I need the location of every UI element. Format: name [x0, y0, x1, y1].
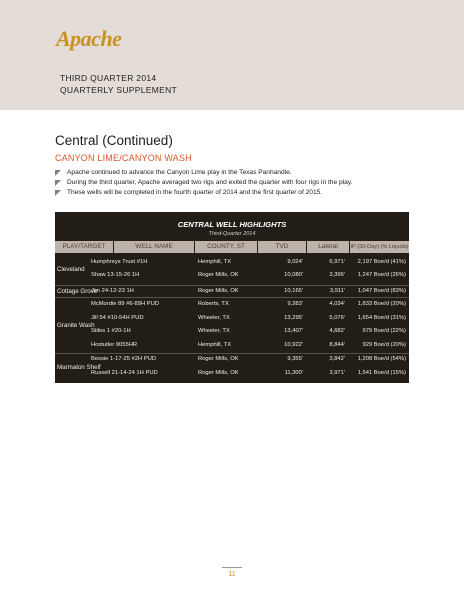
ip-cell: 1,654 Boe/d (31%) [357, 315, 406, 321]
lateral-cell: 3,911' [329, 288, 345, 294]
col-header-play: PLAY/TARGET [55, 241, 113, 253]
county-cell: Wheeler, TX [198, 328, 230, 334]
well-name-cell: McMordie 89 #6-89H PUD [91, 301, 159, 307]
lateral-cell: 3,971' [329, 370, 345, 376]
report-period: THIRD QUARTER 2014 [60, 73, 157, 83]
well-name-cell: Bessie 1-17-25 #2H PUD [91, 356, 157, 362]
well-name-cell: Hostutler 9055HR [91, 342, 138, 348]
group-divider [55, 285, 409, 286]
ip-cell: 929 Boe/d (20%) [362, 342, 406, 348]
county-cell: Roger Mills, OK [198, 356, 239, 362]
tvd-cell: 9,024' [287, 259, 303, 265]
county-cell: Hemphill, TX [198, 259, 232, 265]
footer-divider [222, 567, 242, 568]
play-granite-wash: Granite Wash [57, 322, 95, 329]
table-title: CENTRAL WELL HIGHLIGHTS [177, 220, 287, 229]
bullet-arrow-icon [55, 170, 61, 176]
bullet-arrow-icon [55, 190, 61, 196]
county-cell: Hemphill, TX [198, 342, 232, 348]
well-name-cell: Jim 24-12-23 1H [91, 288, 134, 294]
well-name-cell: Shaw 13-15-26 1H [91, 272, 140, 278]
play-cottage-grove: Cottage Grove [57, 288, 98, 295]
apache-logo: Apache [56, 26, 122, 51]
bullet-arrow-icon [55, 180, 61, 186]
ip-cell: 979 Boe/d (22%) [362, 328, 406, 334]
ip-cell: 1,047 Boe/d (83%) [357, 288, 406, 294]
group-divider [55, 353, 409, 354]
lateral-cell: 8,844' [329, 342, 345, 348]
county-cell: Wheeler, TX [198, 315, 230, 321]
tvd-cell: 9,283' [287, 301, 303, 307]
table-subtitle: Third-Quarter 2014 [208, 231, 256, 237]
section-title: Central (Continued) [55, 133, 173, 148]
play-marmaton-shelf: Marmaton Shelf [57, 364, 101, 371]
county-cell: Roger Mills, OK [198, 288, 239, 294]
col-header-tvd: TVD [258, 241, 306, 253]
col-header-lateral: Lateral [307, 241, 349, 253]
tvd-cell: 10,080' [284, 272, 303, 278]
county-cell: Roberts, TX [198, 301, 229, 307]
county-cell: Roger Mills, OK [198, 272, 239, 278]
report-type: QUARTERLY SUPPLEMENT [60, 85, 178, 95]
tvd-cell: 10,922' [284, 342, 303, 348]
play-cleveland: Cleveland [57, 266, 85, 273]
lateral-cell: 3,842' [329, 356, 345, 362]
group-divider [55, 297, 409, 298]
tvd-cell: 10,165' [284, 288, 303, 294]
ip-cell: 1,833 Boe/d (20%) [357, 301, 406, 307]
lateral-cell: 5,076' [329, 315, 345, 321]
tvd-cell: 13,295' [284, 315, 303, 321]
col-header-ip: IP (30-Day) (% Liquids) [350, 241, 409, 253]
bullet-list [55, 168, 352, 198]
county-cell: Roger Mills, OK [198, 370, 239, 376]
bullet-item: These wells will be completed in the fourth quarter of 2014 and the first quarter of 2015. [55, 188, 352, 198]
ip-cell: 2,197 Boe/d (41%) [357, 259, 406, 265]
page-number: 11 [228, 571, 236, 578]
lateral-cell: 3,396' [329, 272, 345, 278]
bullet-item: Apache continued to advance the Canyon Lime play in the Texas Panhandle. [55, 168, 352, 178]
well-name-cell: Humphreys Trust #1H [91, 259, 148, 265]
ip-cell: 1,208 Boe/d (54%) [357, 356, 406, 362]
well-name-cell: Russell 21-14-24 1H PUD [91, 370, 158, 376]
well-name-cell: Jill 54 #10-54H PUD [91, 315, 144, 321]
lateral-cell: 6,971' [329, 259, 345, 265]
tvd-cell: 11,300' [284, 370, 303, 376]
col-header-well: WELL NAME [114, 241, 194, 253]
lateral-cell: 4,682' [329, 328, 345, 334]
ip-cell: 1,247 Boe/d (26%) [357, 272, 406, 278]
well-name-cell: Stiles 1 #20-1H [91, 328, 131, 334]
bullet-item: During the third quarter, Apache averaged two rigs and exited the quarter with four rigs in the play. [55, 178, 352, 188]
tvd-cell: 9,355' [287, 356, 303, 362]
col-header-county: COUNTY, ST [195, 241, 257, 253]
lateral-cell: 4,034' [329, 301, 345, 307]
ip-cell: 1,541 Boe/d (15%) [357, 370, 406, 376]
tvd-cell: 13,407' [284, 328, 303, 334]
section-subhead: CANYON LIME/CANYON WASH [55, 153, 192, 163]
